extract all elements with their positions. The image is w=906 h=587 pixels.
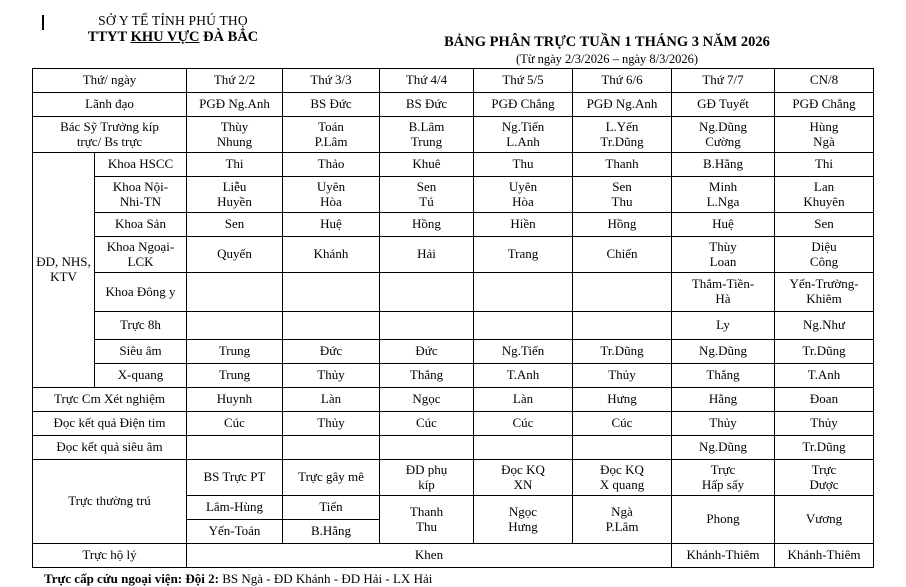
cell-truc8h-mon [187, 312, 283, 340]
page-title: BẢNG PHÂN TRỰC TUẦN 1 THÁNG 3 NĂM 2026 [444, 34, 770, 50]
cell-docsa-sun: Tr.Dũng [775, 436, 874, 460]
cell-dongy-wed [380, 273, 474, 312]
cell-line1: Toán [318, 118, 344, 134]
cell-ngoai-thu: Trang [474, 237, 573, 273]
row-label-line1: Khoa Nội- [112, 178, 169, 194]
cell-xquang-tue: Thủy [283, 364, 380, 388]
table-header-row [33, 69, 874, 93]
cell-hscc-fri: Thanh [573, 153, 672, 177]
table-row-khoa-hscc [33, 153, 874, 177]
cell-ngoai-fri: Chiến [573, 237, 672, 273]
cell-line1: Sen [416, 178, 437, 194]
cell-xn-sat: Hằng [672, 388, 775, 412]
facility-name [38, 29, 308, 46]
cell-sieuam-tue: Đức [283, 340, 380, 364]
row-label-bac-sy-truong-kip [33, 117, 187, 153]
province-health-department-label: SỞ Y TẾ TỈNH PHÚ THỌ [98, 13, 248, 28]
cell-line2: Ngà [813, 133, 835, 149]
subheader-truc-gay-me [283, 460, 380, 496]
cell-noi-tue [283, 177, 380, 213]
cell-lanh-dao-sun: PGĐ Chẳng [775, 93, 874, 117]
table-row-truc-ho-ly [33, 544, 874, 568]
cell-xquang-fri: Thủy [573, 364, 672, 388]
cell-lanh-dao-wed: BS Đức [380, 93, 474, 117]
cell-bs-kip-wed [380, 117, 474, 153]
cell-sieuam-sun: Tr.Dũng [775, 340, 874, 364]
cell-xn-wed: Ngọc [380, 388, 474, 412]
cell-ho-ly-sat: Khánh-Thiêm [672, 544, 775, 568]
cell-ttt-dd-phu-kip [380, 496, 474, 544]
cell-line1: Thùy [709, 238, 737, 254]
row-label-khoa-dong-y: Khoa Đông y [95, 273, 187, 312]
cell-line1: Ngà [611, 503, 633, 519]
cell-line1: Ngọc [508, 503, 538, 519]
cell-line2: Loan [709, 253, 737, 269]
cell-line1: Đọc KQ [600, 461, 644, 477]
row-label-sieu-am: Siêu âm [95, 340, 187, 364]
duty-schedule-table [32, 68, 874, 568]
cell-ttt-truc-hap-say: Phong [672, 496, 775, 544]
cell-line1: Diệu [811, 238, 837, 254]
table-row-khoa-ngoai [33, 237, 874, 273]
subheader-doc-kq-x-quang [573, 460, 672, 496]
subheader-truc-hap-say [672, 460, 775, 496]
cell-line1: Ng.Tiến [501, 118, 545, 134]
cell-line2: Công [809, 253, 839, 269]
table-row-khoa-dong-y [33, 273, 874, 312]
cell-sieuam-mon: Trung [187, 340, 283, 364]
table-row-x-quang [33, 364, 874, 388]
cell-line2: Nhung [216, 133, 253, 149]
cell-lanh-dao-fri: PGĐ Ng.Anh [573, 93, 672, 117]
cell-dientim-fri: Cúc [573, 412, 672, 436]
cell-xquang-wed: Thắng [380, 364, 474, 388]
col-header-tue: Thứ 3/3 [283, 69, 380, 93]
cell-line1: Uyên [316, 178, 346, 194]
cell-ho-ly-sun: Khánh-Thiêm [775, 544, 874, 568]
cell-noi-thu [474, 177, 573, 213]
cell-san-fri: Hồng [573, 213, 672, 237]
cell-line1: Yến-Trường- [789, 276, 859, 292]
cell-noi-fri [573, 177, 672, 213]
cell-truc8h-tue [283, 312, 380, 340]
cell-line2: Cường [705, 133, 741, 149]
cell-line2: Trung [410, 133, 443, 149]
table-row-lanh-dao [33, 93, 874, 117]
group-label-dd-nhs-ktv: ĐD, NHS, KTV [33, 153, 95, 388]
row-label-khoa-san: Khoa Sản [95, 213, 187, 237]
cell-line1: Đọc KQ [501, 461, 545, 477]
cell-noi-wed [380, 177, 474, 213]
cell-dongy-thu [474, 273, 573, 312]
cell-truc8h-fri [573, 312, 672, 340]
cell-ngoai-tue: Khánh [283, 237, 380, 273]
cell-sieuam-thu: Ng.Tiến [474, 340, 573, 364]
cell-line1: Hùng [809, 118, 839, 134]
cell-line1: Thùy [220, 118, 249, 134]
cell-line2: L.Anh [506, 133, 540, 149]
cell-ngoai-wed: Hải [380, 237, 474, 273]
cell-truc8h-sun: Ng.Như [775, 312, 874, 340]
cell-ttt-doc-kq-xn [474, 496, 573, 544]
cell-line1: Trực gây mê [298, 469, 364, 485]
cell-docsa-thu [474, 436, 573, 460]
cell-line2: Thu [416, 518, 437, 534]
table-row-khoa-noi [33, 177, 874, 213]
cell-line1: B.Lâm [408, 118, 445, 134]
cell-line2: Hòa [512, 193, 534, 209]
cell-line2: L.Nga [706, 193, 740, 209]
cell-ttt1-bs-truc-pt: Lâm-Hùng [187, 496, 283, 520]
cell-dientim-tue: Thủy [283, 412, 380, 436]
cell-docsa-mon [187, 436, 283, 460]
cell-line2: P.Lâm [314, 133, 348, 149]
col-header-fri: Thứ 6/6 [573, 69, 672, 93]
cell-xquang-sun: T.Anh [775, 364, 874, 388]
cell-line2: Khiêm [806, 291, 842, 306]
row-label-line1: Khoa Ngoại- [106, 238, 175, 254]
row-label-doc-sieu-am: Đọc kết quả siêu âm [33, 436, 187, 460]
table-row-dien-tim [33, 412, 874, 436]
cell-dientim-mon: Cúc [187, 412, 283, 436]
cell-dongy-mon [187, 273, 283, 312]
cell-line1: Lan [813, 178, 835, 194]
subheader-bs-truc-pt [187, 460, 283, 496]
cell-lanh-dao-mon: PGĐ Ng.Anh [187, 93, 283, 117]
cell-hscc-tue: Thảo [283, 153, 380, 177]
cell-line2: X quang [599, 476, 645, 492]
subheader-doc-kq-xn [474, 460, 573, 496]
row-label-truc-thuong-tru: Trực thường trú [33, 460, 187, 544]
cell-line1: Trực [710, 461, 736, 477]
cell-dongy-sat [672, 273, 775, 312]
col-header-day: Thứ/ ngày [33, 69, 187, 93]
row-label-line2: trực/ Bs trực [76, 133, 143, 149]
cell-san-wed: Hồng [380, 213, 474, 237]
cell-xn-sun: Đoan [775, 388, 874, 412]
cell-bs-kip-fri [573, 117, 672, 153]
cell-sieuam-sat: Ng.Dũng [672, 340, 775, 364]
cell-docsa-fri [573, 436, 672, 460]
subheader-truc-duoc [775, 460, 874, 496]
organization-block [38, 13, 308, 45]
title-block [312, 34, 902, 68]
cell-xn-mon: Huynh [187, 388, 283, 412]
cell-hscc-sun: Thi [775, 153, 874, 177]
cell-xn-thu: Làn [474, 388, 573, 412]
document-header [32, 0, 874, 68]
col-header-sun: CN/8 [775, 69, 874, 93]
cell-san-tue: Huệ [283, 213, 380, 237]
cell-dongy-sun [775, 273, 874, 312]
footer-bold-label: Trực cấp cứu ngoại viện: Đội 2: [44, 571, 219, 586]
vertical-bar-icon [42, 15, 44, 30]
table-row-truc-8h [33, 312, 874, 340]
cell-line1: ĐD phụ [405, 461, 448, 477]
row-label-cm-xet-nghiem: Trực Cm Xét nghiệm [33, 388, 187, 412]
cell-line1: Sen [612, 178, 632, 194]
cell-ttt-truc-duoc: Vương [775, 496, 874, 544]
table-row-doc-sieu-am [33, 436, 874, 460]
cell-line2: Khuyên [803, 193, 845, 209]
facility-suffix: ĐÀ BẮC [199, 28, 259, 45]
row-label-truc-8h: Trực 8h [95, 312, 187, 340]
cell-ttt2-bs-truc-pt: Yến-Toán [187, 520, 283, 544]
row-label-line2: LCK [127, 253, 154, 269]
cell-sieuam-wed: Đức [380, 340, 474, 364]
cell-line2: Hưng [508, 518, 538, 534]
cell-truc8h-thu [474, 312, 573, 340]
cell-dientim-sun: Thủy [775, 412, 874, 436]
cell-hscc-wed: Khuê [380, 153, 474, 177]
col-header-sat: Thứ 7/7 [672, 69, 775, 93]
row-label-khoa-noi [95, 177, 187, 213]
cell-line2: Hà [715, 291, 731, 306]
cell-sieuam-fri: Tr.Dũng [573, 340, 672, 364]
cell-line1: Minh [708, 178, 738, 194]
cell-bs-kip-sat [672, 117, 775, 153]
cell-bs-kip-tue [283, 117, 380, 153]
footer-note [32, 571, 874, 587]
cell-line2: Dược [809, 476, 839, 492]
cell-xquang-mon: Trung [187, 364, 283, 388]
cell-san-sat: Huệ [672, 213, 775, 237]
row-label-khoa-ngoai [95, 237, 187, 273]
cell-hscc-thu: Thu [474, 153, 573, 177]
cell-truc8h-sat: Ly [672, 312, 775, 340]
cell-ttt1-truc-gay-me: Tiến [283, 496, 380, 520]
cell-line1: Thắm-Tiền- [691, 276, 755, 292]
cell-san-mon: Sen [187, 213, 283, 237]
facility-underlined: KHU VỰC [130, 28, 200, 45]
col-header-wed: Thứ 4/4 [380, 69, 474, 93]
cell-line1: Thanh [409, 503, 444, 519]
cell-xquang-sat: Thắng [672, 364, 775, 388]
table-row-sieu-am [33, 340, 874, 364]
cell-line2: Hòa [320, 193, 342, 209]
cell-san-thu: Hiền [474, 213, 573, 237]
cell-line2: Huyền [217, 193, 252, 209]
footer-names: BS Ngà - ĐD Khánh - ĐD Hải - LX Hải [218, 571, 433, 586]
cell-ngoai-sun [775, 237, 874, 273]
cell-line2: Tú [419, 193, 434, 209]
cell-lanh-dao-sat: GĐ Tuyết [672, 93, 775, 117]
cell-san-sun: Sen [775, 213, 874, 237]
cell-noi-sat [672, 177, 775, 213]
cell-ttt2-truc-gay-me: B.Hằng [283, 520, 380, 544]
cell-line2: XN [513, 476, 533, 492]
row-label-truc-ho-ly: Trực hộ lý [33, 544, 187, 568]
cell-hscc-mon: Thi [187, 153, 283, 177]
row-label-dien-tim: Đọc kết quả Điện tim [33, 412, 187, 436]
subheader-dd-phu-kip [380, 460, 474, 496]
row-label-line1: Bác Sỹ Trưởng kíp [60, 118, 159, 134]
cell-dientim-thu: Cúc [474, 412, 573, 436]
cell-xn-tue: Làn [283, 388, 380, 412]
cell-line1: L.Yến [605, 118, 639, 134]
table-row-bac-sy-truong-kip [33, 117, 874, 153]
cell-truc8h-wed [380, 312, 474, 340]
table-row-cm-xet-nghiem [33, 388, 874, 412]
row-label-khoa-hscc: Khoa HSCC [95, 153, 187, 177]
cell-docsa-sat: Ng.Dũng [672, 436, 775, 460]
cell-xn-fri: Hưng [573, 388, 672, 412]
cell-line1: BS Trực PT [203, 469, 266, 485]
cell-ho-ly-merged: Khen [187, 544, 672, 568]
row-label-lanh-dao: Lãnh đạo [33, 93, 187, 117]
cell-docsa-tue [283, 436, 380, 460]
cell-ngoai-sat [672, 237, 775, 273]
cell-line1: Uyên [508, 178, 538, 194]
table-row-truc-thuong-tru-headers [33, 460, 874, 496]
province-health-department [38, 13, 308, 29]
cell-line2: Thu [611, 193, 633, 209]
table-row-khoa-san [33, 213, 874, 237]
cell-line1: Liễu [222, 178, 247, 194]
cell-xquang-thu: T.Anh [474, 364, 573, 388]
cell-line2: Tr.Dũng [600, 133, 644, 149]
cell-line2: P.Lâm [605, 518, 639, 534]
cell-line1: Ng.Dũng [698, 118, 748, 134]
cell-noi-mon [187, 177, 283, 213]
cell-dientim-wed: Cúc [380, 412, 474, 436]
cell-bs-kip-mon [187, 117, 283, 153]
date-range-subtitle: (Từ ngày 2/3/2026 – ngày 8/3/2026) [515, 52, 699, 67]
cell-hscc-sat: B.Hằng [672, 153, 775, 177]
facility-prefix: TTYT [87, 28, 131, 45]
cell-dientim-sat: Thủy [672, 412, 775, 436]
cell-line1: Trực [811, 461, 837, 477]
cell-lanh-dao-tue: BS Đức [283, 93, 380, 117]
cell-dongy-fri [573, 273, 672, 312]
row-label-x-quang: X-quang [95, 364, 187, 388]
col-header-mon: Thứ 2/2 [187, 69, 283, 93]
cell-docsa-wed [380, 436, 474, 460]
cell-lanh-dao-thu: PGĐ Chẳng [474, 93, 573, 117]
cell-line2: kíp [418, 476, 435, 492]
cell-dongy-tue [283, 273, 380, 312]
col-header-thu: Thứ 5/5 [474, 69, 573, 93]
cell-line2: Hấp sấy [701, 476, 745, 492]
row-label-line2: Nhi-TN [119, 193, 162, 209]
cell-ngoai-mon: Quyến [187, 237, 283, 273]
cell-bs-kip-thu [474, 117, 573, 153]
cell-bs-kip-sun [775, 117, 874, 153]
cell-ttt-doc-kq-x-quang [573, 496, 672, 544]
cell-noi-sun [775, 177, 874, 213]
